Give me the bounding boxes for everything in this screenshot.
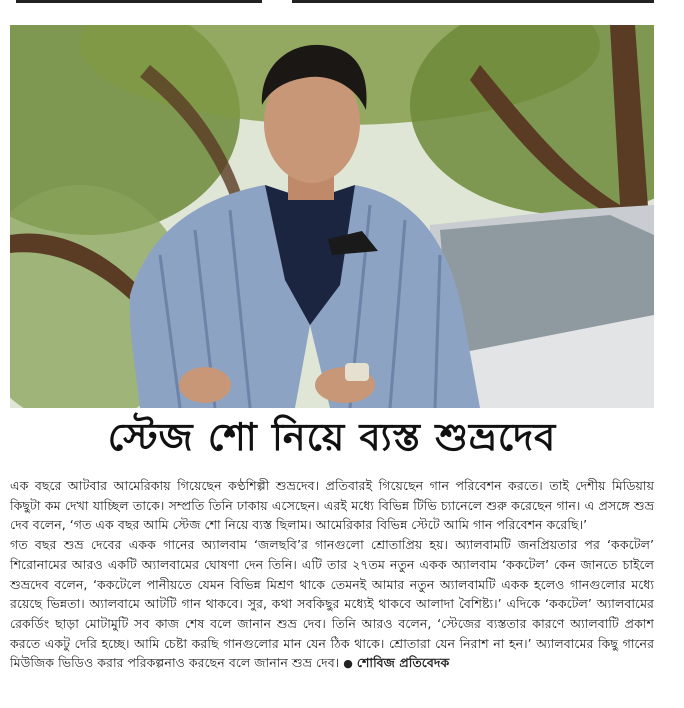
article-paragraph-1: এক বছরে আটবার আমেরিকায় গিয়েছেন কণ্ঠশিল্পী শুভ্রদেব। প্রতিবারই গিয়েছেন গান পরিবেশন করতে। তাই দেশীয় মিডিয়ায় কিছুটা কম দেখা যাচ্ছিল তাকে। সম্প্রতি তিনি ঢাকায় এসেছেন। এরই মধ্যে বিভিন্ন টিভি চ্যানেলে শুরু করেছেন গান। এ প্রসঙ্গে শুভ্র দেব বলেন, ‘গত এক বছর আমি স্টেজ শো নিয়ে ব্যস্ত ছিলাম। আমেরিকার বিভিন্ন স্টেটে আমি গান পরিবেশন করেছি।’	[10, 478, 654, 533]
article-paragraph-2-text: গত বছর শুভ্র দেবের একক গানের অ্যালবাম ‘জলছবি’র গানগুলো শ্রোতাপ্রিয় হয়। অ্যালবামটি জনপ্রিয়তার পর ‘ককটেল’ শিরোনামের আরও একটি অ্যালবামের ঘোষণা দেন তিনি। এটি তার ২৭তম নতুন একক অ্যালবাম ‘ককটেল’ কেন জানতে চাইলে শুভ্রদেব বলেন, ‘ককটেলে পানীয়তে যেমন বিভিন্ন মিশ্রণ থাকে তেমনই আমার নতুন অ্যালবামটি একক হলেও গানগুলোর মধ্যে রয়েছে ভিন্নতা। অ্যালবামে আটটি গান থাকবে। সুর, কথা সবকিছুর মধ্যেই থাকবে আলাদা বৈশিষ্ট্য।’ এদিকে ‘ককটেল’ অ্যালবামের রেকর্ডিং ছাড়া মোটামুটি সব কাজ শেষ বলে জানান শুভ্র দেব। তিনি আরও বলেন, ‘স্টেজের ব্যস্ততার কারণে অ্যালবাটি প্রকাশ করতে একটু দেরি হচ্ছে। আমি চেষ্টা করছি গানগুলোর মান যেন ঠিক থাকে। শ্রোতারা যেন নিরাশ না হন।’ অ্যালবামের কিছু গানের মিউজিক ভিডিও করার পরিকল্পনাও করছেন বলে জানান শুভ্র দেব।	[10, 537, 654, 671]
article-paragraph-2	[10, 535, 654, 674]
left-hand	[179, 367, 231, 403]
photo-illustration	[10, 25, 654, 408]
top-rule-left	[16, 0, 262, 3]
byline: শোবিজ প্রতিবেদক	[356, 655, 450, 671]
headline: স্টেজ শো নিয়ে ব্যস্ত শুভ্রদেব	[107, 414, 557, 459]
byline-bullet: ●	[343, 657, 353, 671]
wristwatch	[345, 363, 369, 381]
article-photo	[10, 25, 654, 408]
article-body	[10, 476, 654, 674]
top-rule-right	[292, 0, 654, 3]
